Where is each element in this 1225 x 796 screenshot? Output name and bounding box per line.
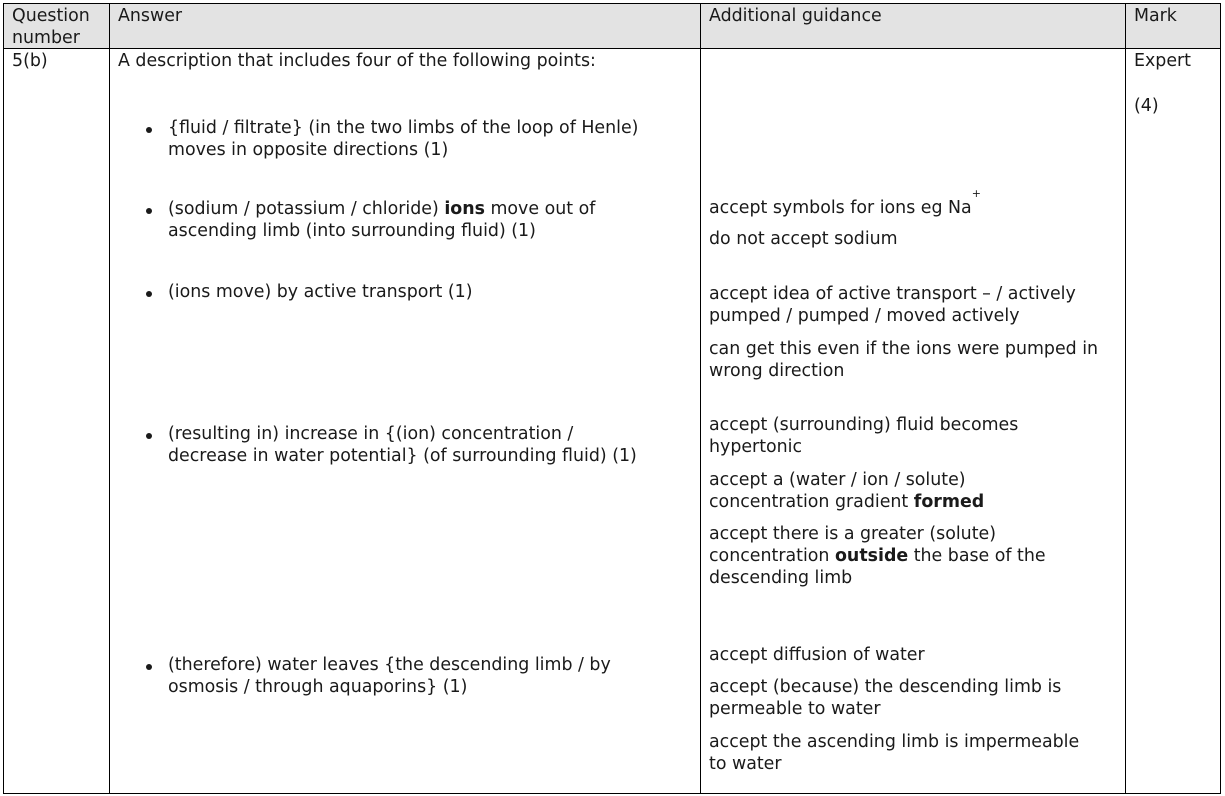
bullet-icon [146, 208, 152, 214]
mark-value: (4) [1134, 96, 1159, 116]
guidance-permeable-l1: accept (because) the descending limb is [709, 677, 1062, 697]
guidance-gradient-l1: accept a (water / ion / solute) [709, 470, 966, 490]
mark-level: Expert [1134, 51, 1191, 71]
point-2-line1: (sodium / potassium / chloride) ions move out of [168, 199, 596, 219]
guidance-active-transport-l1: accept idea of active transport – / actively [709, 284, 1076, 304]
bullet-icon [146, 433, 152, 439]
guidance-hypertonic-l2: hypertonic [709, 437, 803, 457]
point-1-line1: {fluid / filtrate} (in the two limbs of the loop of Henle) [168, 118, 639, 138]
header-question-line2: number [12, 28, 80, 48]
table-header [4, 4, 1220, 48]
point-4-line1: (resulting in) increase in {(ion) concentration / [168, 424, 574, 444]
guidance-active-transport-l2: pumped / pumped / moved actively [709, 306, 1020, 326]
bullet-icon [146, 127, 152, 133]
column-divider-1 [109, 3, 110, 794]
header-answer: Answer [118, 6, 183, 26]
guidance-gradient-l2: concentration gradient formed [709, 492, 985, 512]
guidance-outside-l1: accept there is a greater (solute) [709, 524, 997, 544]
guidance-wrong-direction-l2: wrong direction [709, 361, 845, 381]
guidance-outside-l2: concentration outside the base of the [709, 546, 1046, 566]
guidance-diffusion: accept diffusion of water [709, 645, 925, 665]
guidance-wrong-direction-l1: can get this even if the ions were pumped in [709, 339, 1099, 359]
point-1-line2: moves in opposite directions (1) [168, 140, 449, 160]
bullet-icon [146, 664, 152, 670]
column-divider-3 [1125, 3, 1126, 794]
guidance-hypertonic-l1: accept (surrounding) fluid becomes [709, 415, 1019, 435]
answer-intro: A description that includes four of the following points: [118, 51, 596, 71]
question-number: 5(b) [12, 51, 48, 71]
point-2-line2: ascending limb (into surrounding fluid) (1) [168, 221, 536, 241]
guidance-impermeable-l1: accept the ascending limb is impermeable [709, 732, 1080, 752]
bullet-icon [146, 291, 152, 297]
header-question-line1: Question [12, 6, 90, 26]
guidance-impermeable-l2: to water [709, 754, 782, 774]
header-mark: Mark [1134, 6, 1177, 26]
header-guidance: Additional guidance [709, 6, 882, 26]
guidance-no-sodium: do not accept sodium [709, 229, 898, 249]
column-divider-2 [700, 3, 701, 794]
guidance-outside-l3: descending limb [709, 568, 853, 588]
point-5-line1: (therefore) water leaves {the descending limb / by [168, 655, 611, 675]
point-5-line2: osmosis / through aquaporins} (1) [168, 677, 468, 697]
point-4-line2: decrease in water potential} (of surrounding fluid) (1) [168, 446, 637, 466]
guidance-permeable-l2: permeable to water [709, 699, 881, 719]
point-3-line1: (ions move) by active transport (1) [168, 282, 473, 302]
header-divider [3, 48, 1221, 49]
guidance-symbols: accept symbols for ions eg Na+ [709, 187, 981, 218]
